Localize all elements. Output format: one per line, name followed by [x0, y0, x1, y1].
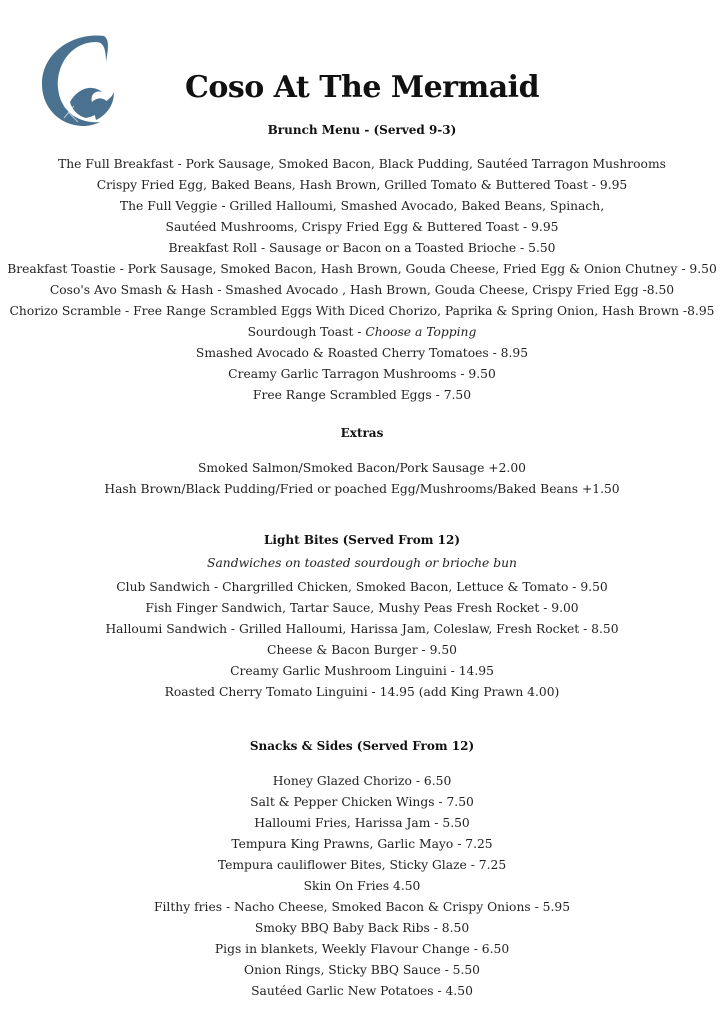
- page-title: Coso At The Mermaid: [184, 70, 540, 105]
- menu-item: Onion Rings, Sticky BBQ Sauce - 5.50: [243, 963, 481, 977]
- menu-item: Honey Glazed Chorizo - 6.50: [272, 774, 452, 788]
- topping-item: Free Range Scrambled Eggs - 7.50: [252, 388, 472, 402]
- extras-item: Hash Brown/Black Pudding/Fried or poached Egg/Mushrooms/Baked Beans +1.50: [104, 482, 620, 496]
- menu-item: Tempura King Prawns, Garlic Mayo - 7.25: [231, 837, 493, 851]
- menu-item: Sautéed Mushrooms, Crispy Fried Egg & Buttered Toast - 9.95: [165, 220, 559, 234]
- menu-item: Breakfast Roll - Sausage or Bacon on a Toasted Brioche - 5.50: [168, 241, 556, 255]
- extras-heading: Extras: [340, 426, 384, 440]
- sourdough-note: Choose a Topping: [365, 325, 477, 339]
- sourdough-label: Sourdough Toast -: [247, 325, 366, 339]
- menu-item: Smoky BBQ Baby Back Ribs - 8.50: [254, 921, 470, 935]
- menu-item: Breakfast Toastie - Pork Sausage, Smoked Bacon, Hash Brown, Gouda Cheese, Fried Egg & Onion Chutney - 9.50: [7, 262, 717, 276]
- menu-item: Salt & Pepper Chicken Wings - 7.50: [250, 795, 474, 809]
- menu-item: Skin On Fries 4.50: [303, 879, 421, 893]
- menu-item: Cheese & Bacon Burger - 9.50: [267, 643, 457, 657]
- menu-item: The Full Breakfast - Pork Sausage, Smoked Bacon, Black Pudding, Sautéed Tarragon Mushrooms: [58, 157, 666, 171]
- brunch-heading: Brunch Menu - (Served 9-3): [267, 123, 457, 137]
- topping-item: Smashed Avocado & Roasted Cherry Tomatoes - 8.95: [195, 346, 529, 360]
- menu-item: Crispy Fried Egg, Baked Beans, Hash Brown, Grilled Tomato & Buttered Toast - 9.95: [96, 178, 628, 192]
- menu-item: Coso's Avo Smash & Hash - Smashed Avocado , Hash Brown, Gouda Cheese, Crispy Fried Egg -8.50: [49, 283, 675, 297]
- menu-item: The Full Veggie - Grilled Halloumi, Smashed Avocado, Baked Beans, Spinach,: [119, 199, 605, 213]
- extras-section: [0, 423, 724, 500]
- menu-item: Filthy fries - Nacho Cheese, Smoked Bacon & Crispy Onions - 5.95: [153, 900, 571, 914]
- menu-item: Club Sandwich - Chargrilled Chicken, Smoked Bacon, Lettuce & Tomato - 9.50: [116, 580, 608, 594]
- menu-item: Roasted Cherry Tomato Linguini - 14.95 (add King Prawn 4.00): [164, 685, 560, 699]
- menu-item: Creamy Garlic Mushroom Linguini - 14.95: [230, 664, 494, 678]
- snacks-section: [0, 736, 724, 1002]
- snacks-heading: Snacks & Sides (Served From 12): [249, 739, 475, 753]
- menu-item: Tempura cauliflower Bites, Sticky Glaze - 7.25: [217, 858, 507, 872]
- topping-item: Creamy Garlic Tarragon Mushrooms - 9.50: [228, 367, 496, 381]
- menu-item: Pigs in blankets, Weekly Flavour Change - 6.50: [214, 942, 510, 956]
- sourdough-item: [0, 322, 724, 343]
- menu-item: Sautéed Garlic New Potatoes - 4.50: [251, 984, 473, 998]
- brunch-section: [0, 120, 724, 406]
- light-bites-heading: Light Bites (Served From 12): [263, 533, 460, 547]
- extras-item: Smoked Salmon/Smoked Bacon/Pork Sausage +2.00: [197, 461, 526, 475]
- menu-item: Chorizo Scramble - Free Range Scrambled Eggs With Diced Chorizo, Paprika & Spring Onion, Hash Brown -8.95: [9, 304, 715, 318]
- light-bites-subtitle: Sandwiches on toasted sourdough or brioche bun: [207, 556, 517, 570]
- menu-item: Fish Finger Sandwich, Tartar Sauce, Mushy Peas Fresh Rocket - 9.00: [145, 601, 579, 615]
- light-bites-section: [0, 530, 724, 703]
- menu-item: Halloumi Fries, Harissa Jam - 5.50: [254, 816, 470, 830]
- menu-item: Halloumi Sandwich - Grilled Halloumi, Harissa Jam, Coleslaw, Fresh Rocket - 8.50: [105, 622, 619, 636]
